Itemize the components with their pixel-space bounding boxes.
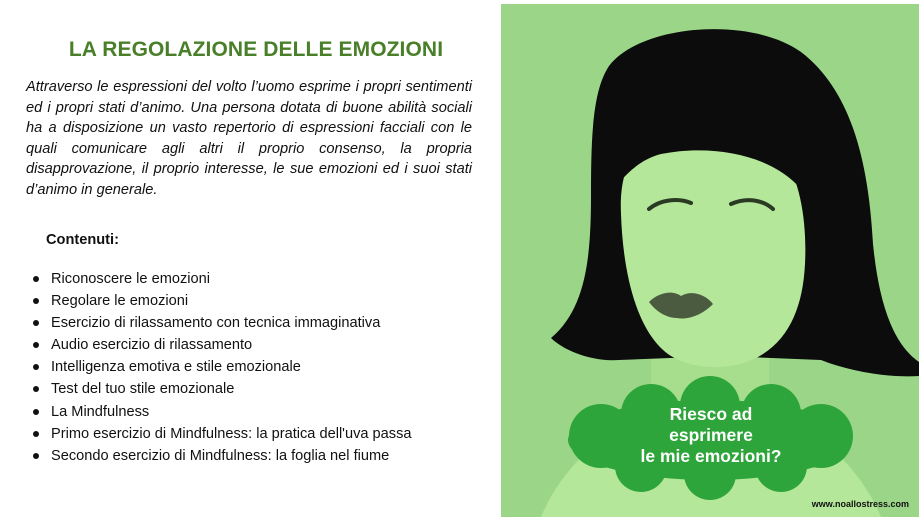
list-item[interactable]: [33, 268, 412, 290]
list-item-label: Primo esercizio di Mindfulness: la pratica dell'uva passa: [51, 425, 412, 442]
list-item-label: Intelligenza emotiva e stile emozionale: [51, 359, 301, 376]
bullet-icon: [33, 298, 39, 304]
list-item[interactable]: [33, 356, 412, 378]
list-item[interactable]: [33, 423, 412, 445]
bullet-icon: [33, 409, 39, 415]
bullet-icon: [33, 453, 39, 459]
intro-paragraph: Attraverso le espressioni del volto l’uomo esprime i propri sentimenti ed i propri stati d’animo. Una persona dotata di buone abilità sociali ha a disposizione un vasto repertorio di espressioni facciali con le quali comunicare agli altri il proprio consenso, la propria disapprovazione, il proprio interesse, le sue emozioni ed i suoi stati d’animo in generale.: [26, 79, 472, 198]
cloud-text-line: esprimere: [669, 425, 753, 445]
page-title: LA REGOLAZIONE DELLE EMOZIONI: [68, 38, 444, 61]
list-item[interactable]: [33, 290, 412, 312]
list-item[interactable]: [33, 312, 412, 334]
list-item-label: Secondo esercizio di Mindfulness: la foglia nel fiume: [51, 447, 390, 464]
list-item-label: Regolare le emozioni: [51, 293, 189, 310]
bullet-icon: [33, 342, 39, 348]
illustration-panel: [501, 4, 919, 517]
cloud-text-line: Riesco ad: [669, 404, 753, 424]
list-item[interactable]: [33, 334, 412, 356]
bullet-icon: [33, 364, 39, 370]
bullet-icon: [33, 431, 39, 437]
cloud-text-line: le mie emozioni?: [640, 446, 782, 466]
list-item-label: La Mindfulness: [51, 403, 150, 420]
contents-list: [33, 268, 412, 467]
list-item-label: Riconoscere le emozioni: [51, 271, 210, 287]
bullet-icon: [33, 386, 39, 392]
list-item[interactable]: [33, 401, 412, 423]
list-item-label: Esercizio di rilassamento con tecnica immaginativa: [51, 315, 381, 332]
bullet-icon: [33, 276, 39, 282]
list-item-label: Test del tuo stile emozionale: [51, 381, 235, 398]
cloud-text: [596, 404, 826, 467]
list-item[interactable]: [33, 445, 412, 467]
website-link[interactable]: www.noallostress.com: [811, 499, 909, 509]
list-item[interactable]: [33, 378, 412, 400]
contents-heading: Contenuti:: [46, 232, 119, 248]
bullet-icon: [33, 320, 39, 326]
list-item-label: Audio esercizio di rilassamento: [51, 337, 253, 354]
